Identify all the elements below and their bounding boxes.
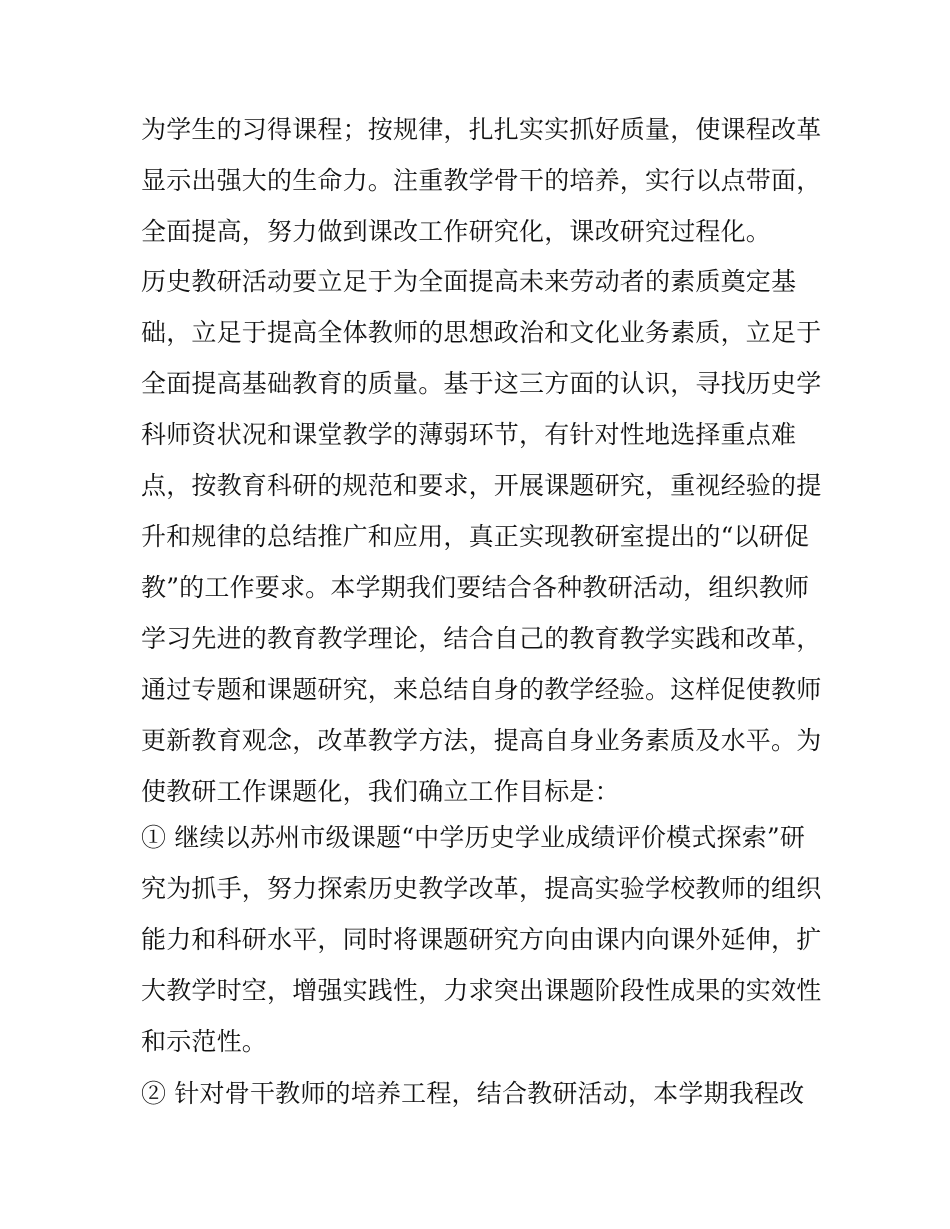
text-line: 使教研工作课题化，我们确立工作目标是： — [141, 777, 620, 806]
text-line: 显示出强大的生命力。注重教学骨干的培养，实行以点带面， — [141, 166, 822, 195]
paragraph-goal-2 — [141, 1068, 821, 1119]
text-line: 教”的工作要求。本学期我们要结合各种教研活动，组织教师 — [141, 573, 810, 602]
text-line: 全面提高基础教育的质量。基于这三方面的认识，寻找历史学 — [141, 369, 822, 398]
text-line: 通过专题和课题研究，来总结自身的教学经验。这样促使教师 — [141, 675, 822, 704]
paragraph-goal-1 — [141, 812, 821, 1067]
text-line: 大教学时空，增强实践性，力求突出课题阶段性成果的实效性 — [141, 976, 822, 1005]
text-line: 为学生的习得课程；按规律，扎扎实实抓好质量，使课程改革 — [141, 115, 822, 144]
text-line: 础，立足于提高全体教师的思想政治和文化业务素质，立足于 — [141, 318, 822, 347]
text-line: ① 继续以苏州市级课题“中学历史学业成绩评价模式探索”研 — [141, 823, 806, 852]
text-line: 历史教研活动要立足于为全面提高未来劳动者的素质奠定基 — [141, 267, 797, 296]
text-line: 科师资状况和课堂教学的薄弱环节，有针对性地选择重点难 — [141, 420, 797, 449]
text-line: 升和规律的总结推广和应用，真正实现教研室提出的“以研促 — [141, 522, 810, 551]
text-line: 全面提高，努力做到课改工作研究化，课改研究过程化。 — [141, 217, 772, 246]
text-line: ② 针对骨干教师的培养工程，结合教研活动，本学期我程改 — [141, 1079, 805, 1108]
paragraph-history-research — [141, 256, 821, 817]
text-line: 究为抓手，努力探索历史教学改革，提高实验学校教师的组织 — [141, 874, 822, 903]
text-line: 和示范性。 — [141, 1027, 268, 1056]
paragraph-course-reform — [141, 104, 821, 257]
text-line: 更新教育观念，改革教学方法，提高自身业务素质及水平。为 — [141, 726, 822, 755]
text-line: 能力和科研水平，同时将课题研究方向由课内向课外延伸，扩 — [141, 925, 822, 954]
text-line: 学习先进的教育教学理论，结合自己的教育教学实践和改革， — [141, 624, 822, 653]
text-line: 点，按教育科研的规范和要求，开展课题研究，重视经验的提 — [141, 471, 822, 500]
